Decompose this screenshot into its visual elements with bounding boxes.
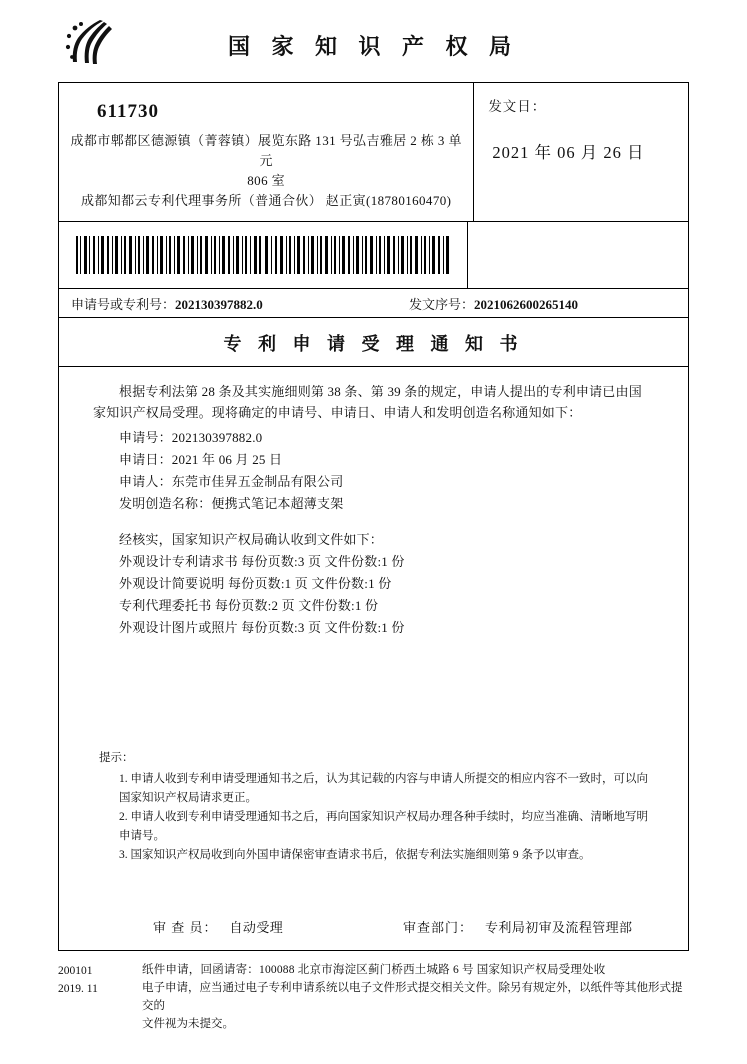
page-title: 国 家 知 识 产 权 局 bbox=[227, 34, 519, 59]
issue-date-label: 发文日： bbox=[488, 99, 547, 114]
notes-label: 提示： bbox=[99, 752, 134, 764]
department-label: 审查部门： bbox=[403, 920, 474, 935]
examiner-label: 审 查 员： bbox=[153, 920, 218, 935]
footer-text-block bbox=[124, 961, 689, 1033]
application-number-value: 202130397882.0 bbox=[175, 296, 263, 312]
department-cell bbox=[393, 917, 654, 936]
barcode-application-number-icon bbox=[74, 236, 262, 274]
barcode-row-empty-cell bbox=[467, 222, 688, 288]
issue-date-block bbox=[473, 83, 688, 221]
address-line-1: 成都市郫都区德源镇（菁蓉镇）展览东路 131 号弘吉雅居 2 栋 3 单元 bbox=[70, 133, 462, 168]
address-line-2: 806 室 bbox=[247, 173, 286, 188]
field-application-date: 申请日：2021 年 06 月 25 日 bbox=[119, 452, 283, 467]
field-invention-title: 发明创造名称：便携式笔记本超薄支架 bbox=[119, 496, 344, 511]
received-document-3: 专利代理委托书 每份页数:2 页 文件份数:1 份 bbox=[119, 598, 379, 613]
field-applicant: 申请人：东莞市佳昇五金制品有限公司 bbox=[119, 474, 344, 489]
footer-line-2: 电子申请，应当通过电子专利申请系统以电子文件形式提交相关文件。除另有规定外，以纸件等其他形式提交的 bbox=[142, 982, 683, 1012]
application-number-cell bbox=[59, 294, 389, 313]
document-frame bbox=[58, 83, 689, 951]
footer-line-1: 纸件申请，回函请寄：100088 北京市海淀区蓟门桥西土城路 6 号 国家知识产权局受理处收 bbox=[142, 964, 606, 976]
received-document-2: 外观设计简要说明 每份页数:1 页 文件份数:1 份 bbox=[119, 576, 392, 591]
barcode-document-number-icon bbox=[264, 236, 452, 274]
barcode-area bbox=[59, 222, 467, 288]
patent-acceptance-notice-page bbox=[0, 12, 747, 1064]
footer-code-block bbox=[58, 961, 124, 1033]
verify-line: 经核实，国家知识产权局确认收到文件如下： bbox=[119, 532, 384, 547]
received-documents-block bbox=[119, 529, 654, 639]
notice-title: 专 利 申 请 受 理 通 知 书 bbox=[59, 318, 688, 367]
body-spacer bbox=[93, 515, 654, 529]
body-paragraph-1: 根据专利法第 28 条及其实施细则第 38 条、第 39 条的规定，申请人提出的专利申请已由国家知识产权局受理。现将确定的申请号、申请日、申请人和发明创造名称通知如下： bbox=[93, 384, 642, 420]
address-line-3: 成都知都云专利代理事务所（普通合伙） 赵正寅(18780160470) bbox=[80, 193, 452, 208]
barcode-row bbox=[59, 222, 688, 289]
received-document-1: 外观设计专利请求书 每份页数:3 页 文件份数:1 份 bbox=[119, 554, 405, 569]
footer-line-3: 文件视为未提交。 bbox=[142, 1018, 234, 1030]
document-header bbox=[58, 12, 689, 83]
address-row bbox=[59, 83, 688, 222]
notice-body bbox=[59, 367, 688, 639]
application-number-label: 申请号或专利号： bbox=[71, 296, 176, 312]
examiner-value: 自动受理 bbox=[229, 920, 284, 935]
document-number-cell bbox=[389, 294, 688, 313]
examiner-cell bbox=[93, 917, 393, 936]
signature-row bbox=[59, 917, 688, 950]
issue-date-value: 2021 年 06 月 26 日 bbox=[492, 143, 645, 162]
department-value: 专利局初审及流程管理部 bbox=[485, 920, 633, 935]
footer-form-code: 200101 bbox=[58, 965, 93, 977]
document-number-value: 2021062600265140 bbox=[474, 296, 579, 312]
note-item-3: 3. 国家知识产权局收到向外国申请保密审查请求书后，依据专利法实施细则第 9 条予以审查。 bbox=[119, 849, 591, 861]
document-footer bbox=[58, 961, 689, 1033]
footer-form-version: 2019. 11 bbox=[58, 983, 98, 995]
note-item-2: 2. 申请人收到专利申请受理通知书之后，再向国家知识产权局办理各种手续时，均应当准确、清晰地写明申请号。 bbox=[119, 811, 648, 842]
notes-block bbox=[59, 749, 688, 865]
application-fields bbox=[119, 427, 654, 515]
field-application-number: 申请号：202130397882.0 bbox=[119, 430, 263, 445]
received-document-4: 外观设计图片或照片 每份页数:3 页 文件份数:1 份 bbox=[119, 620, 405, 635]
addressee-block bbox=[59, 83, 473, 221]
document-number-label: 发文序号： bbox=[409, 296, 475, 312]
numbers-row bbox=[59, 289, 688, 318]
zipcode: 611730 bbox=[97, 101, 159, 122]
note-item-1: 1. 申请人收到专利申请受理通知书之后，认为其记载的内容与申请人所提交的相应内容不一致时，可以向国家知识产权局请求更正。 bbox=[119, 773, 648, 804]
